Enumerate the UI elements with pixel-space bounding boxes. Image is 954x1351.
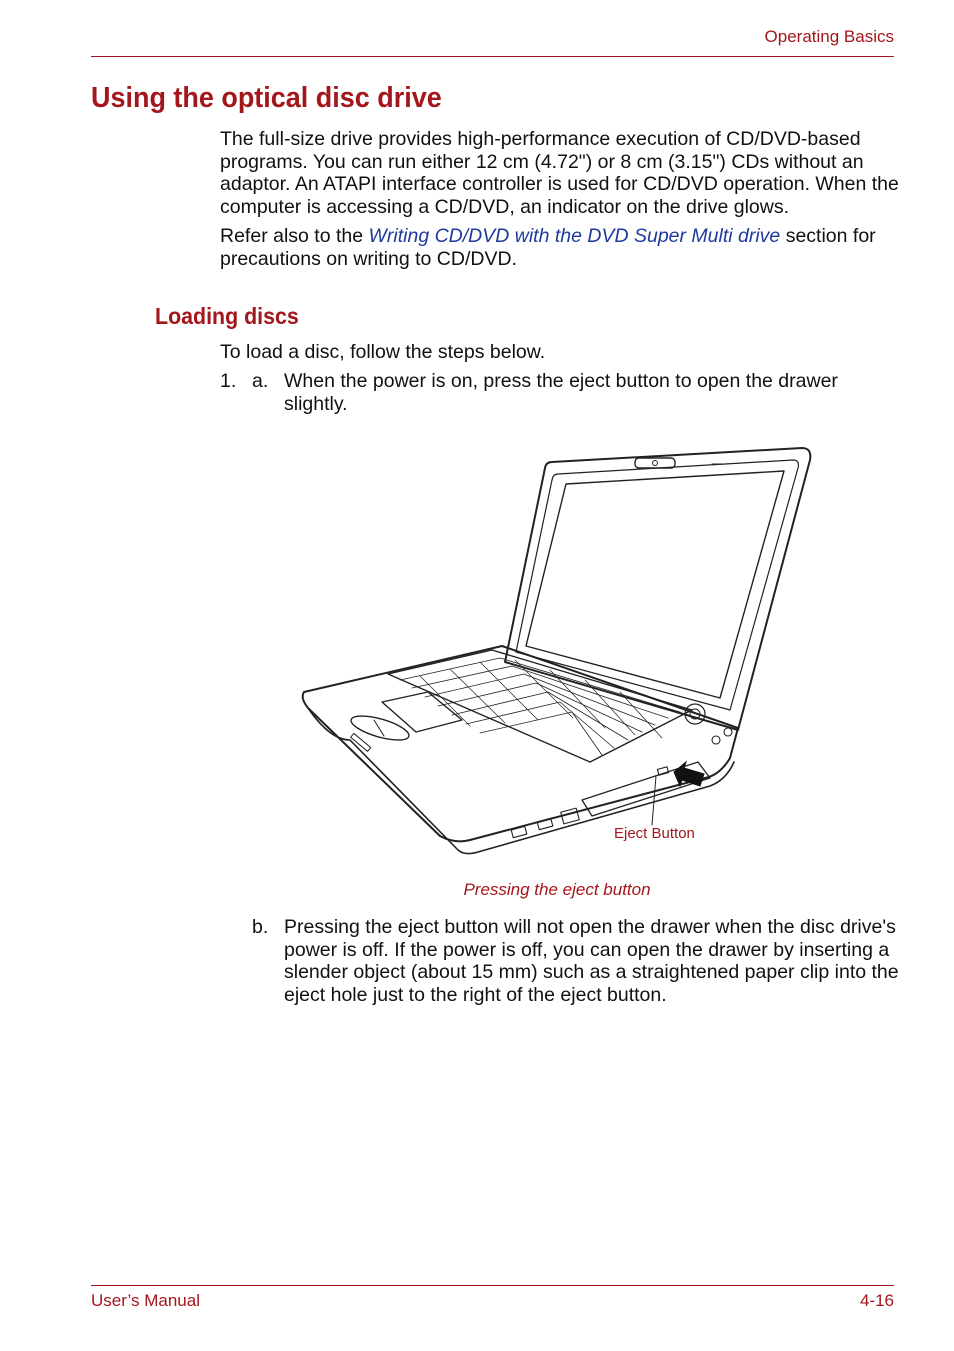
eject-button-callout: Eject Button <box>614 825 695 842</box>
step-text-a: When the power is on, press the eject button to open the drawer slightly. <box>284 370 838 415</box>
header-rule <box>91 56 894 57</box>
page-title: Using the optical disc drive <box>91 82 442 114</box>
step-letter-a: a. <box>252 370 269 392</box>
step-text-b: Pressing the eject button will not open the drawer when the disc drive's power is off. If the power is off, you can open the drawer by inserting a slender object (about 15 mm) such as a straightened paper clip into the eject hole just to the right of the eject button. <box>284 916 899 1006</box>
laptop-illustration <box>290 440 830 860</box>
step-letter-b: b. <box>252 916 269 938</box>
intro-paragraph: The full-size drive provides high-performance execution of CD/DVD-based programs. You can run either 12 cm (4.72") or 8 cm (3.15") CDs without an adaptor. An ATAPI interface controller is used for CD/DVD operation. When the computer is accessing a CD/DVD, an indicator on the drive glows. <box>220 128 899 218</box>
section-heading: Loading discs <box>155 303 299 329</box>
refer-after: section for precautions on writing to CD/DVD. <box>220 225 876 270</box>
refer-paragraph <box>220 225 900 270</box>
step-number: 1. <box>220 370 237 392</box>
cross-reference-link[interactable]: Writing CD/DVD with the DVD Super Multi drive <box>368 225 781 247</box>
figure-caption: Pressing the eject button <box>463 880 651 899</box>
footer-manual-name: User’s Manual <box>91 1291 200 1310</box>
page-number: 4-16 <box>859 1291 894 1310</box>
refer-before: Refer also to the <box>220 225 369 247</box>
lead-text: To load a disc, follow the steps below. <box>220 341 546 363</box>
footer-rule <box>91 1285 894 1286</box>
running-header: Operating Basics <box>764 27 894 46</box>
